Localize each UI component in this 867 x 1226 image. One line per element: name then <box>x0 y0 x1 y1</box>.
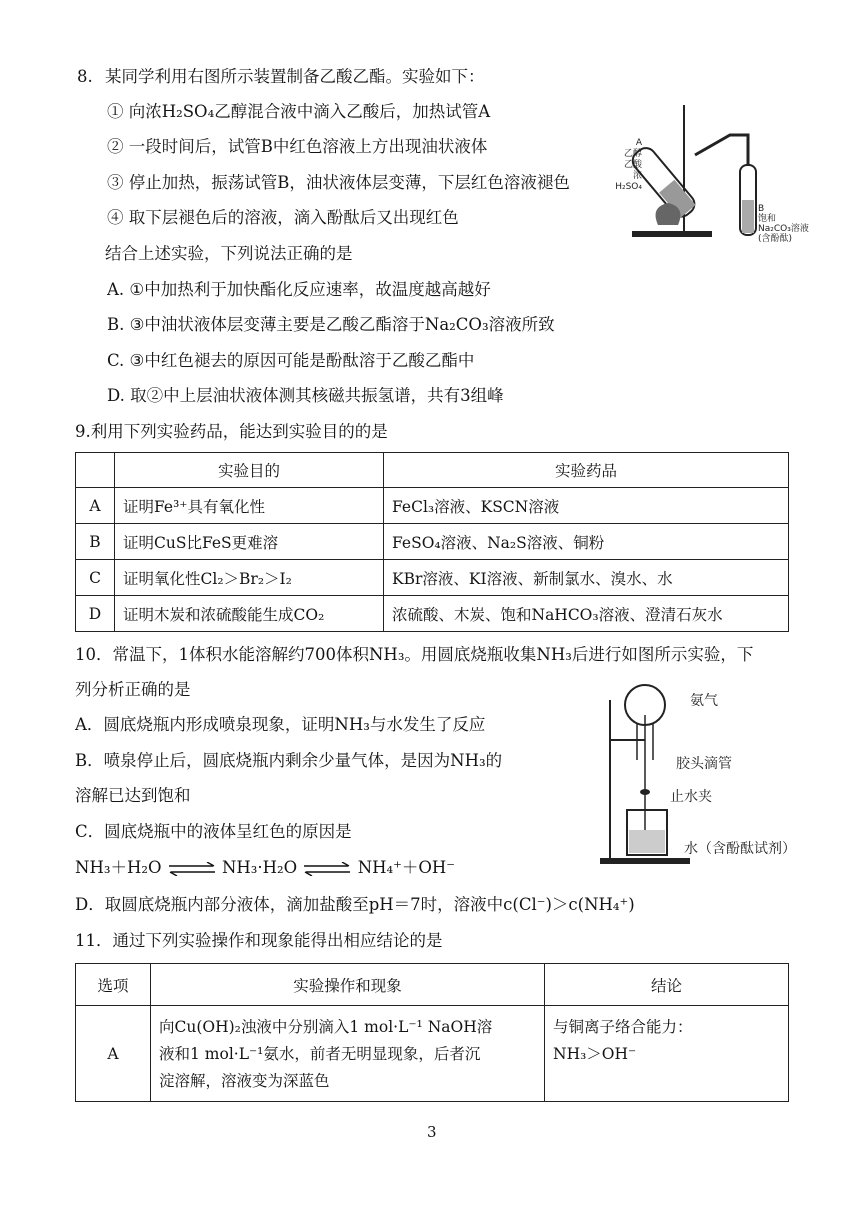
q10-equation <box>75 857 455 879</box>
q9-header-blank <box>76 453 115 488</box>
equation-reactants: NH₃＋H₂O <box>75 858 162 877</box>
label-dropper: 胶头滴管 <box>676 756 732 772</box>
q8-step-2: ② 一段时间后，试管B中红色溶液上方出现油状液体 <box>107 137 488 156</box>
q10-stem-line1: 10．常温下，1体积水能溶解约700体积NH₃。用圆底烧瓶收集NH₃后进行如图所示实验，下 <box>75 645 754 664</box>
q11-row-a-conclusion-line1: 与铜离子络合能力： <box>553 1018 693 1036</box>
label-ethanol: 乙醇 <box>623 149 642 159</box>
q11-header-operation: 实验操作和现象 <box>151 964 545 1006</box>
equilibrium-arrow-icon <box>167 862 217 876</box>
label-conc-sulfuric-acid: 浓H₂SO₄ <box>615 171 642 192</box>
q9-row-a-label: A <box>76 488 115 524</box>
q8-option-b: B. ③中油状液体层变薄主要是乙酸乙酯溶于Na₂CO₃溶液所致 <box>107 315 555 334</box>
q8-option-c: C. ③中红色褪去的原因可能是酚酞溶于乙酸乙酯中 <box>107 351 475 370</box>
q11-stem: 11．通过下列实验操作和现象能得出相应结论的是 <box>75 931 443 950</box>
q11-row-a-operation-line1: 向Cu(OH)₂浊液中分别滴入1 mol·L⁻¹ NaOH溶 <box>159 1018 493 1036</box>
label-tube-b: B <box>758 204 765 214</box>
q9-row-c-purpose: 证明氧化性Cl₂＞Br₂＞I₂ <box>115 560 384 596</box>
q9-row-a-reagents: FeCl₃溶液、KSCN溶液 <box>384 488 789 524</box>
q11-row-a-conclusion <box>545 1006 789 1102</box>
q11-row-a-conclusion-line2: NH₃＞OH⁻ <box>553 1045 637 1063</box>
q11-table <box>75 963 789 1102</box>
q10-option-c: C．圆底烧瓶中的液体呈红色的原因是 <box>75 822 352 841</box>
q9-row-c-reagents: KBr溶液、KI溶液、新制氯水、溴水、水 <box>384 560 789 596</box>
q8-question: 结合上述实验，下列说法正确的是 <box>105 244 353 263</box>
label-ammonia: 氨气 <box>690 693 718 709</box>
equilibrium-arrow-icon <box>302 862 352 876</box>
label-tube-a: A <box>635 138 642 148</box>
q11-row-a-operation-line2: 液和1 mol·L⁻¹氨水，前者无明显现象，后者沉 <box>159 1045 481 1063</box>
page-number: 3 <box>427 1123 437 1141</box>
q9-row-d-label: D <box>76 596 115 632</box>
figure-right-labels <box>758 204 809 244</box>
q9-row-b-purpose: 证明CuS比FeS更难溶 <box>115 524 384 560</box>
label-saturated: 饱和 <box>758 214 777 224</box>
q9-header-reagents: 实验药品 <box>384 453 789 488</box>
q8-number: 8. <box>77 67 93 86</box>
figure-left-labels <box>612 138 642 193</box>
q8-stem: 某同学利用右图所示装置制备乙酸乙酯。实验如下： <box>105 67 485 86</box>
q10-option-b-line1: B．喷泉停止后，圆底烧瓶内剩余少量气体，是因为NH₃的 <box>75 751 503 770</box>
q10-stem-line2: 列分析正确的是 <box>75 680 191 699</box>
label-with-phenolphthalein: (含酚酞) <box>758 234 793 244</box>
label-clamp: 止水夹 <box>670 789 712 805</box>
q9-row-b-label: B <box>76 524 115 560</box>
q11-header-option: 选项 <box>76 964 151 1006</box>
label-acetic-acid: 乙酸 <box>623 160 642 170</box>
q9-stem: 9.利用下列实验药品，能达到实验目的的是 <box>75 422 388 441</box>
q9-table <box>75 452 789 632</box>
q11-row-a-operation-line3: 淀溶解，溶液变为深蓝色 <box>159 1072 330 1090</box>
q9-row-b-reagents: FeSO₄溶液、Na₂S溶液、铜粉 <box>384 524 789 560</box>
q9-row-a-purpose: 证明Fe³⁺具有氧化性 <box>115 488 384 524</box>
equation-intermediate: NH₃·H₂O <box>221 858 298 877</box>
q9-row-d-reagents: 浓硫酸、木炭、饱和NaHCO₃溶液、澄清石灰水 <box>384 596 789 632</box>
q10-option-a: A．圆底烧瓶内形成喷泉现象，证明NH₃与水发生了反应 <box>75 715 486 734</box>
q11-row-a-label: A <box>76 1006 151 1102</box>
q8-step-3: ③ 停止加热，振荡试管B，油状液体层变薄，下层红色溶液褪色 <box>107 173 570 192</box>
q11-row-a-operation <box>151 1006 545 1102</box>
q8-step-1: ① 向浓H₂SO₄乙醇混合液中滴入乙酸后，加热试管A <box>107 102 491 121</box>
q9-header-purpose: 实验目的 <box>115 453 384 488</box>
q11-header-conclusion: 结论 <box>545 964 789 1006</box>
q8-option-a: A. ①中加热利于加快酯化反应速率，故温度越高越好 <box>107 280 491 299</box>
q10-option-d: D．取圆底烧瓶内部分液体，滴加盐酸至pH＝7时，溶液中c(Cl⁻)＞c(NH₄⁺) <box>75 895 635 914</box>
label-sodium-carbonate: Na₂CO₃溶液 <box>758 224 809 234</box>
label-water: 水（含酚酞试剂） <box>684 841 796 857</box>
q8-option-d: D. 取②中上层油状液体测其核磁共振氢谱，共有3组峰 <box>107 386 504 405</box>
q9-row-d-purpose: 证明木炭和浓硫酸能生成CO₂ <box>115 596 384 632</box>
equation-products: NH₄⁺＋OH⁻ <box>357 858 455 877</box>
q8-step-4: ④ 取下层褪色后的溶液，滴入酚酞后又出现红色 <box>107 208 459 227</box>
q9-row-c-label: C <box>76 560 115 596</box>
q10-option-b-line2: 溶解已达到饱和 <box>75 786 191 805</box>
fountain-experiment-figure <box>585 680 695 880</box>
